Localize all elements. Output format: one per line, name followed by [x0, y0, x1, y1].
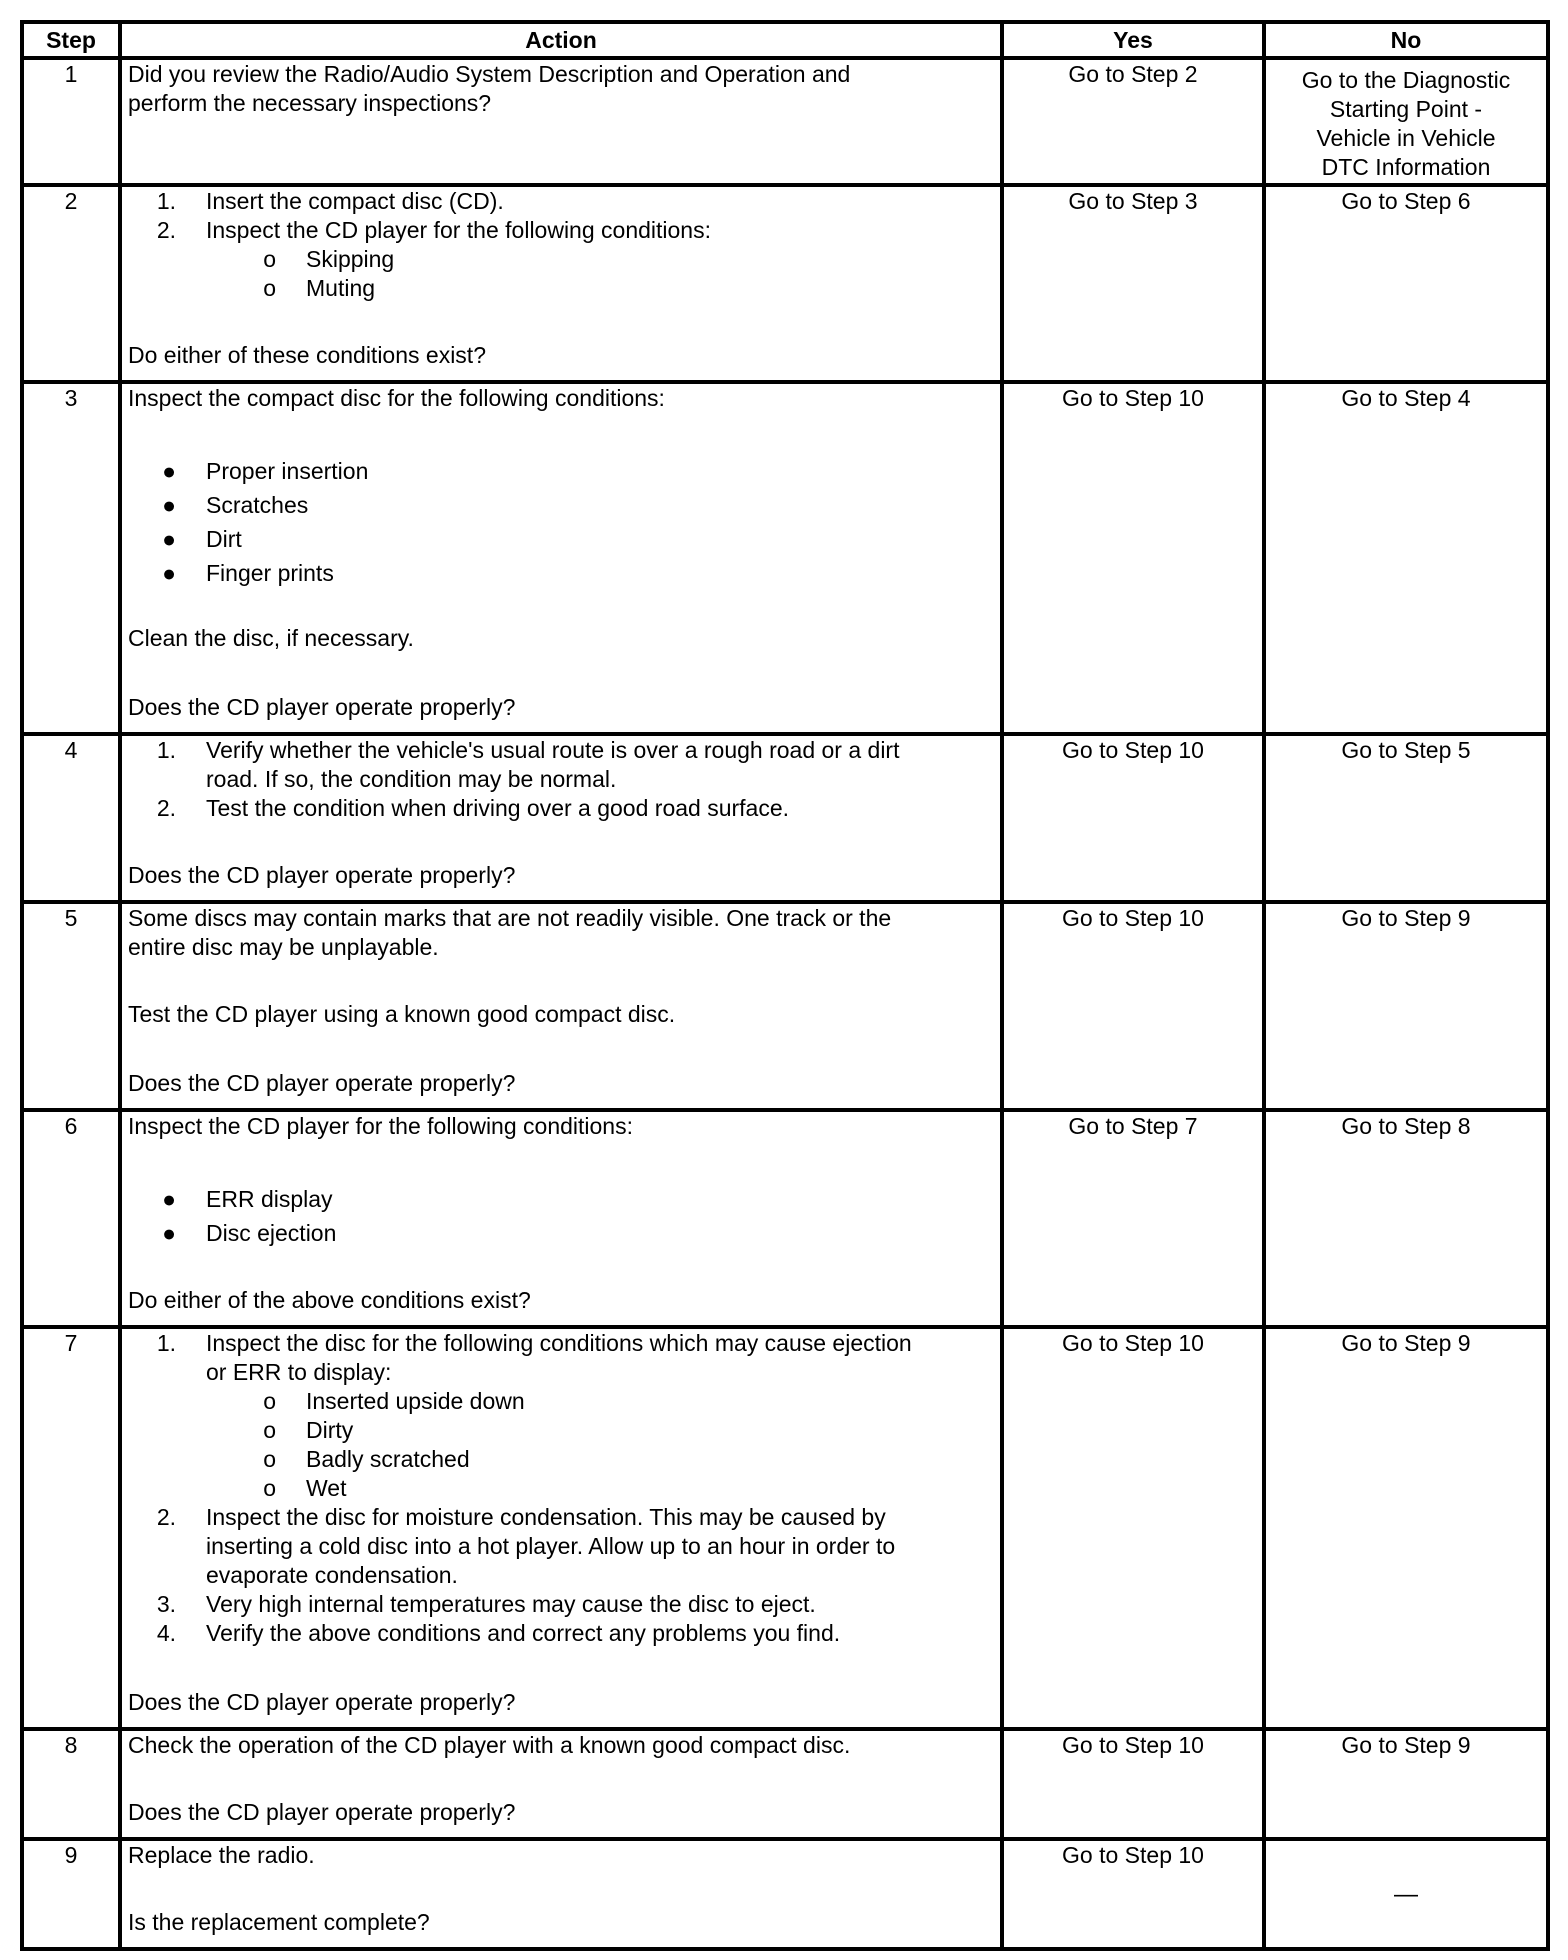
yes-cell: Go to Step 10 [1002, 734, 1264, 902]
action-text: Some discs may contain marks that are not readily visible. One track or the [128, 905, 892, 931]
step-number: 4 [22, 734, 120, 902]
list-item [128, 1329, 994, 1358]
action-cell [120, 1729, 1002, 1839]
bullet-marker: ● [162, 458, 176, 484]
yes-cell: Go to Step 10 [1002, 1327, 1264, 1729]
yes-cell: Go to Step 3 [1002, 185, 1264, 382]
no-cell: — [1264, 1839, 1548, 1949]
action-cell [120, 902, 1002, 1110]
step-row-4 [22, 734, 1548, 902]
no-cell: Go to Step 9 [1264, 902, 1548, 1110]
bullet-marker: ● [162, 560, 176, 586]
list-text: Inspect the disc for the following conditions which may cause ejection [206, 1330, 912, 1356]
header-yes: Yes [1002, 22, 1264, 58]
bullet-item [128, 525, 994, 559]
action-cell [120, 1110, 1002, 1327]
step-row-7 [22, 1327, 1548, 1729]
circle-marker: o [263, 275, 276, 301]
step-number: 5 [22, 902, 120, 1110]
step-row-3 [22, 382, 1548, 734]
bullet-marker: ● [162, 526, 176, 552]
bullet-item [128, 559, 994, 593]
bullet-marker: ● [162, 1220, 176, 1246]
step-number: 2 [22, 185, 120, 382]
list-text-continued: or ERR to display: [206, 1359, 392, 1385]
diagnostic-table [20, 20, 1550, 1951]
sub-text: Wet [306, 1475, 347, 1501]
bullet-item [128, 491, 994, 525]
list-text: Inspect the CD player for the following conditions: [206, 217, 711, 243]
action-text: perform the necessary inspections? [128, 90, 492, 116]
action-text: Inspect the CD player for the following conditions: [128, 1113, 633, 1139]
no-cell: Go to Step 5 [1264, 734, 1548, 902]
circle-marker: o [263, 1446, 276, 1472]
action-text: Inspect the compact disc for the following conditions: [128, 385, 665, 411]
no-text: Starting Point - [1329, 96, 1483, 122]
list-text: Verify the above conditions and correct any problems you find. [206, 1620, 841, 1646]
sub-item [128, 274, 994, 303]
bullet-item [128, 457, 994, 491]
question-text: Is the replacement complete? [128, 1909, 430, 1935]
no-cell: Go to Step 9 [1264, 1729, 1548, 1839]
note-text: Clean the disc, if necessary. [128, 625, 414, 651]
step-row-2 [22, 185, 1548, 382]
step-number: 1 [22, 58, 120, 185]
step-number: 8 [22, 1729, 120, 1839]
step-number: 6 [22, 1110, 120, 1327]
step-row-9 [22, 1839, 1548, 1949]
action-text: entire disc may be unplayable. [128, 934, 439, 960]
bullet-text: ERR display [206, 1186, 333, 1212]
list-number: 3. [156, 1591, 176, 1617]
sub-item [128, 1387, 994, 1416]
header-no: No [1264, 22, 1548, 58]
circle-marker: o [263, 1417, 276, 1443]
step-number: 9 [22, 1839, 120, 1949]
list-item [128, 1619, 994, 1648]
list-number: 1. [156, 1330, 176, 1356]
question-text: Does the CD player operate properly? [128, 862, 516, 888]
no-text: DTC Information [1321, 154, 1491, 180]
bullet-marker: ● [162, 492, 176, 518]
action-cell [120, 734, 1002, 902]
question-text: Do either of the above conditions exist? [128, 1287, 531, 1313]
list-number: 2. [156, 1504, 176, 1530]
list-text-continued: inserting a cold disc into a hot player. Allow up to an hour in order to [206, 1533, 896, 1559]
header-row [22, 22, 1548, 58]
step-number: 3 [22, 382, 120, 734]
bullet-item [128, 1185, 994, 1219]
yes-cell: Go to Step 10 [1002, 902, 1264, 1110]
circle-marker: o [263, 1388, 276, 1414]
header-step: Step [22, 22, 120, 58]
no-cell: Go to Step 9 [1264, 1327, 1548, 1729]
list-text: Test the condition when driving over a good road surface. [206, 795, 790, 821]
question-text: Does the CD player operate properly? [128, 1689, 516, 1715]
sub-item [128, 1445, 994, 1474]
list-number: 2. [156, 795, 176, 821]
no-cell [1264, 58, 1548, 185]
action-cell [120, 185, 1002, 382]
action-cell [120, 1839, 1002, 1949]
list-text: Verify whether the vehicle's usual route is over a rough road or a dirt [206, 737, 900, 763]
list-item [128, 216, 994, 245]
bullet-marker: ● [162, 1186, 176, 1212]
list-text-continued: evaporate condensation. [206, 1562, 458, 1588]
step-row-8 [22, 1729, 1548, 1839]
sub-item [128, 1416, 994, 1445]
bullet-text: Finger prints [206, 560, 334, 586]
question-text: Does the CD player operate properly? [128, 694, 516, 720]
list-number: 1. [156, 188, 176, 214]
step-number: 7 [22, 1327, 120, 1729]
list-number: 1. [156, 737, 176, 763]
step-row-6 [22, 1110, 1548, 1327]
no-cell: Go to Step 6 [1264, 185, 1548, 382]
list-item [128, 794, 994, 823]
bullet-text: Proper insertion [206, 458, 369, 484]
action-text: Check the operation of the CD player with a known good compact disc. [128, 1732, 851, 1758]
list-item [128, 736, 994, 765]
question-text: Do either of these conditions exist? [128, 342, 486, 368]
note-text: Test the CD player using a known good compact disc. [128, 1001, 676, 1027]
diagnostic-table-sheet [20, 20, 1546, 1951]
sub-text: Badly scratched [306, 1446, 470, 1472]
circle-marker: o [263, 1475, 276, 1501]
no-cell: Go to Step 8 [1264, 1110, 1548, 1327]
yes-cell: Go to Step 7 [1002, 1110, 1264, 1327]
bullet-item [128, 1219, 994, 1253]
sub-item [128, 1474, 994, 1503]
step-row-5 [22, 902, 1548, 1110]
action-cell [120, 58, 1002, 185]
action-text: Did you review the Radio/Audio System Description and Operation and [128, 61, 851, 87]
question-text: Does the CD player operate properly? [128, 1799, 516, 1825]
action-cell [120, 1327, 1002, 1729]
yes-cell: Go to Step 10 [1002, 1839, 1264, 1949]
action-cell [120, 382, 1002, 734]
list-number: 4. [156, 1620, 176, 1646]
list-item [128, 1590, 994, 1619]
list-text: Very high internal temperatures may cause the disc to eject. [206, 1591, 816, 1617]
no-cell: Go to Step 4 [1264, 382, 1548, 734]
step-row-1 [22, 58, 1548, 185]
list-item [128, 1503, 994, 1532]
circle-marker: o [263, 246, 276, 272]
yes-cell: Go to Step 10 [1002, 1729, 1264, 1839]
sub-text: Muting [306, 275, 376, 301]
list-text: Insert the compact disc (CD). [206, 188, 504, 214]
list-item [128, 187, 994, 216]
sub-text: Inserted upside down [306, 1388, 525, 1414]
question-text: Does the CD player operate properly? [128, 1070, 516, 1096]
no-text: Vehicle in Vehicle [1316, 125, 1496, 151]
sub-item [128, 245, 994, 274]
bullet-text: Disc ejection [206, 1220, 337, 1246]
list-text-continued: road. If so, the condition may be normal. [206, 766, 617, 792]
sub-text: Skipping [306, 246, 395, 272]
bullet-text: Dirt [206, 526, 242, 552]
bullet-text: Scratches [206, 492, 309, 518]
list-number: 2. [156, 217, 176, 243]
no-text: Go to the Diagnostic [1301, 67, 1511, 93]
list-text: Inspect the disc for moisture condensation. This may be caused by [206, 1504, 886, 1530]
sub-text: Dirty [306, 1417, 354, 1443]
yes-cell: Go to Step 10 [1002, 382, 1264, 734]
header-action: Action [120, 22, 1002, 58]
yes-cell: Go to Step 2 [1002, 58, 1264, 185]
action-text: Replace the radio. [128, 1842, 315, 1868]
